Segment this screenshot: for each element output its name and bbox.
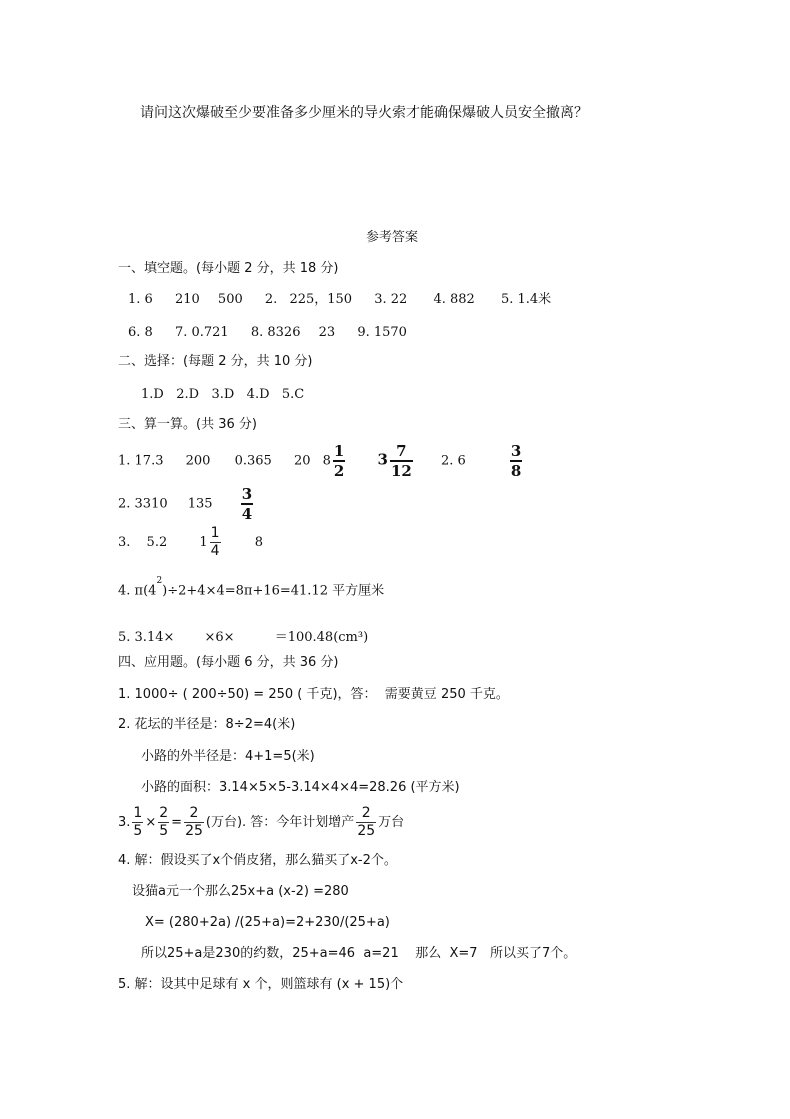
calc-text: 4. π(4	[118, 583, 157, 599]
answers-title: 参考答案	[366, 230, 419, 245]
s1-answer: 6. 8	[128, 325, 153, 340]
calc-value: 1. 17.3	[118, 453, 164, 469]
fraction: $\frac{3}{8}$	[510, 442, 522, 480]
s1-answer: 500	[217, 292, 243, 307]
calc-row-1	[118, 442, 524, 480]
exponent: 2	[156, 576, 163, 586]
s1-answer: 225，150	[289, 292, 353, 307]
fraction: $\frac{2}{25}$	[185, 805, 203, 839]
calc-text: ＝100.48(cm³)	[274, 630, 369, 645]
app-q1: 1. 1000÷ ( 200÷50) = 250 ( 千克)，答： 需要黄豆 250 千克。	[118, 687, 509, 702]
calc-value: 200	[185, 453, 211, 469]
s1-answer: 9. 1570	[357, 325, 407, 340]
calc-value: 2. 3310	[118, 496, 168, 512]
calc-value: 5.2	[146, 535, 168, 550]
app-text: =	[171, 815, 183, 830]
s1-answer: 5. 1.4米	[500, 292, 552, 307]
app-q5: 5. 解：设其中足球有 x 个，则篮球有 (x + 15)个	[118, 977, 404, 992]
s1-answer: 7. 0.721	[174, 325, 229, 340]
s1-answer: 210	[174, 292, 200, 307]
app-q4-line-1: 4. 解：假设买了x个俏皮猪，那么猫买了x-2个。	[118, 853, 397, 868]
calc-value: 0.365	[234, 453, 272, 469]
section-2-answers: 1.D 2.D 3.D 4.D 5.C	[141, 387, 305, 402]
s1-answer: 8. 8326	[250, 325, 301, 340]
app-text: ×	[145, 815, 157, 830]
calc-value: 3.	[118, 535, 131, 550]
fraction: $\frac{1}{2}$	[333, 442, 345, 480]
section-1-row-1	[128, 291, 551, 309]
s1-answer: 1. 6	[128, 292, 153, 307]
calc-row-4	[118, 578, 384, 600]
mixed-whole: 1	[199, 535, 208, 550]
calc-value: 20	[293, 453, 311, 469]
s1-answer: 23	[318, 325, 336, 340]
section-3-heading: 三、算一算。(共 36 分)	[118, 417, 257, 432]
mixed-whole: 8	[322, 453, 331, 469]
calc-text: )÷2+4×4=8π+16=41.12 平方厘米	[162, 583, 385, 599]
fraction: $\frac{2}{25}$	[357, 805, 376, 839]
calc-row-2	[118, 485, 255, 524]
mixed-whole: 3	[377, 450, 388, 469]
calc-text: ×6×	[204, 630, 235, 645]
fraction: $\frac{2}{5}$	[159, 805, 169, 839]
app-q4-line-2: 设猫a元一个那么25x+a (x-2) =280	[132, 884, 349, 899]
fraction: $\frac{3}{4}$	[241, 485, 253, 523]
calc-row-3	[118, 525, 263, 561]
s1-answer: 2.	[264, 292, 278, 307]
app-q2-line-1: 2. 花坛的半径是：8÷2=4(米)	[118, 717, 296, 732]
calc-row-5	[118, 629, 368, 647]
fraction: $\frac{1}{4}$	[210, 525, 220, 559]
calc-value: 135	[187, 496, 213, 512]
section-1-heading: 一、填空题。(每小题 2 分，共 18 分)	[118, 261, 339, 276]
s1-answer: 3. 22	[374, 292, 408, 307]
section-2-heading: 二、选择：(每题 2 分，共 10 分)	[118, 354, 313, 369]
app-text: (万台). 答：今年计划增产	[205, 815, 355, 830]
fraction: $\frac{1}{5}$	[133, 805, 143, 839]
app-q3	[118, 804, 404, 842]
fraction: $\frac{7}{12}$	[390, 442, 412, 480]
app-text: 万台	[378, 815, 405, 830]
calc-value: 2. 6	[440, 453, 466, 469]
app-q2-line-2: 小路的外半径是：4+1=5(米)	[141, 749, 315, 764]
section-1-row-2	[128, 324, 407, 342]
app-q4-line-3: X= (280+2a) /(25+a)=2+230/(25+a)	[145, 915, 390, 930]
s1-answer: 4. 882	[433, 292, 475, 307]
calc-value: 8	[254, 535, 263, 550]
section-4-heading: 四、应用题。(每小题 6 分，共 36 分)	[118, 655, 339, 670]
app-q4-line-4: 所以25+a是230的约数，25+a=46 a=21 那么 X=7 所以买了7个。	[141, 946, 577, 961]
calc-text: 5. 3.14×	[118, 630, 175, 645]
app-text: 3.	[118, 815, 131, 830]
app-q2-line-3: 小路的面积：3.14×5×5-3.14×4×4=28.26 (平方米)	[141, 780, 460, 795]
top-question: 请问这次爆破至少要准备多少厘米的导火索才能确保爆破人员安全撤离？	[140, 105, 588, 121]
